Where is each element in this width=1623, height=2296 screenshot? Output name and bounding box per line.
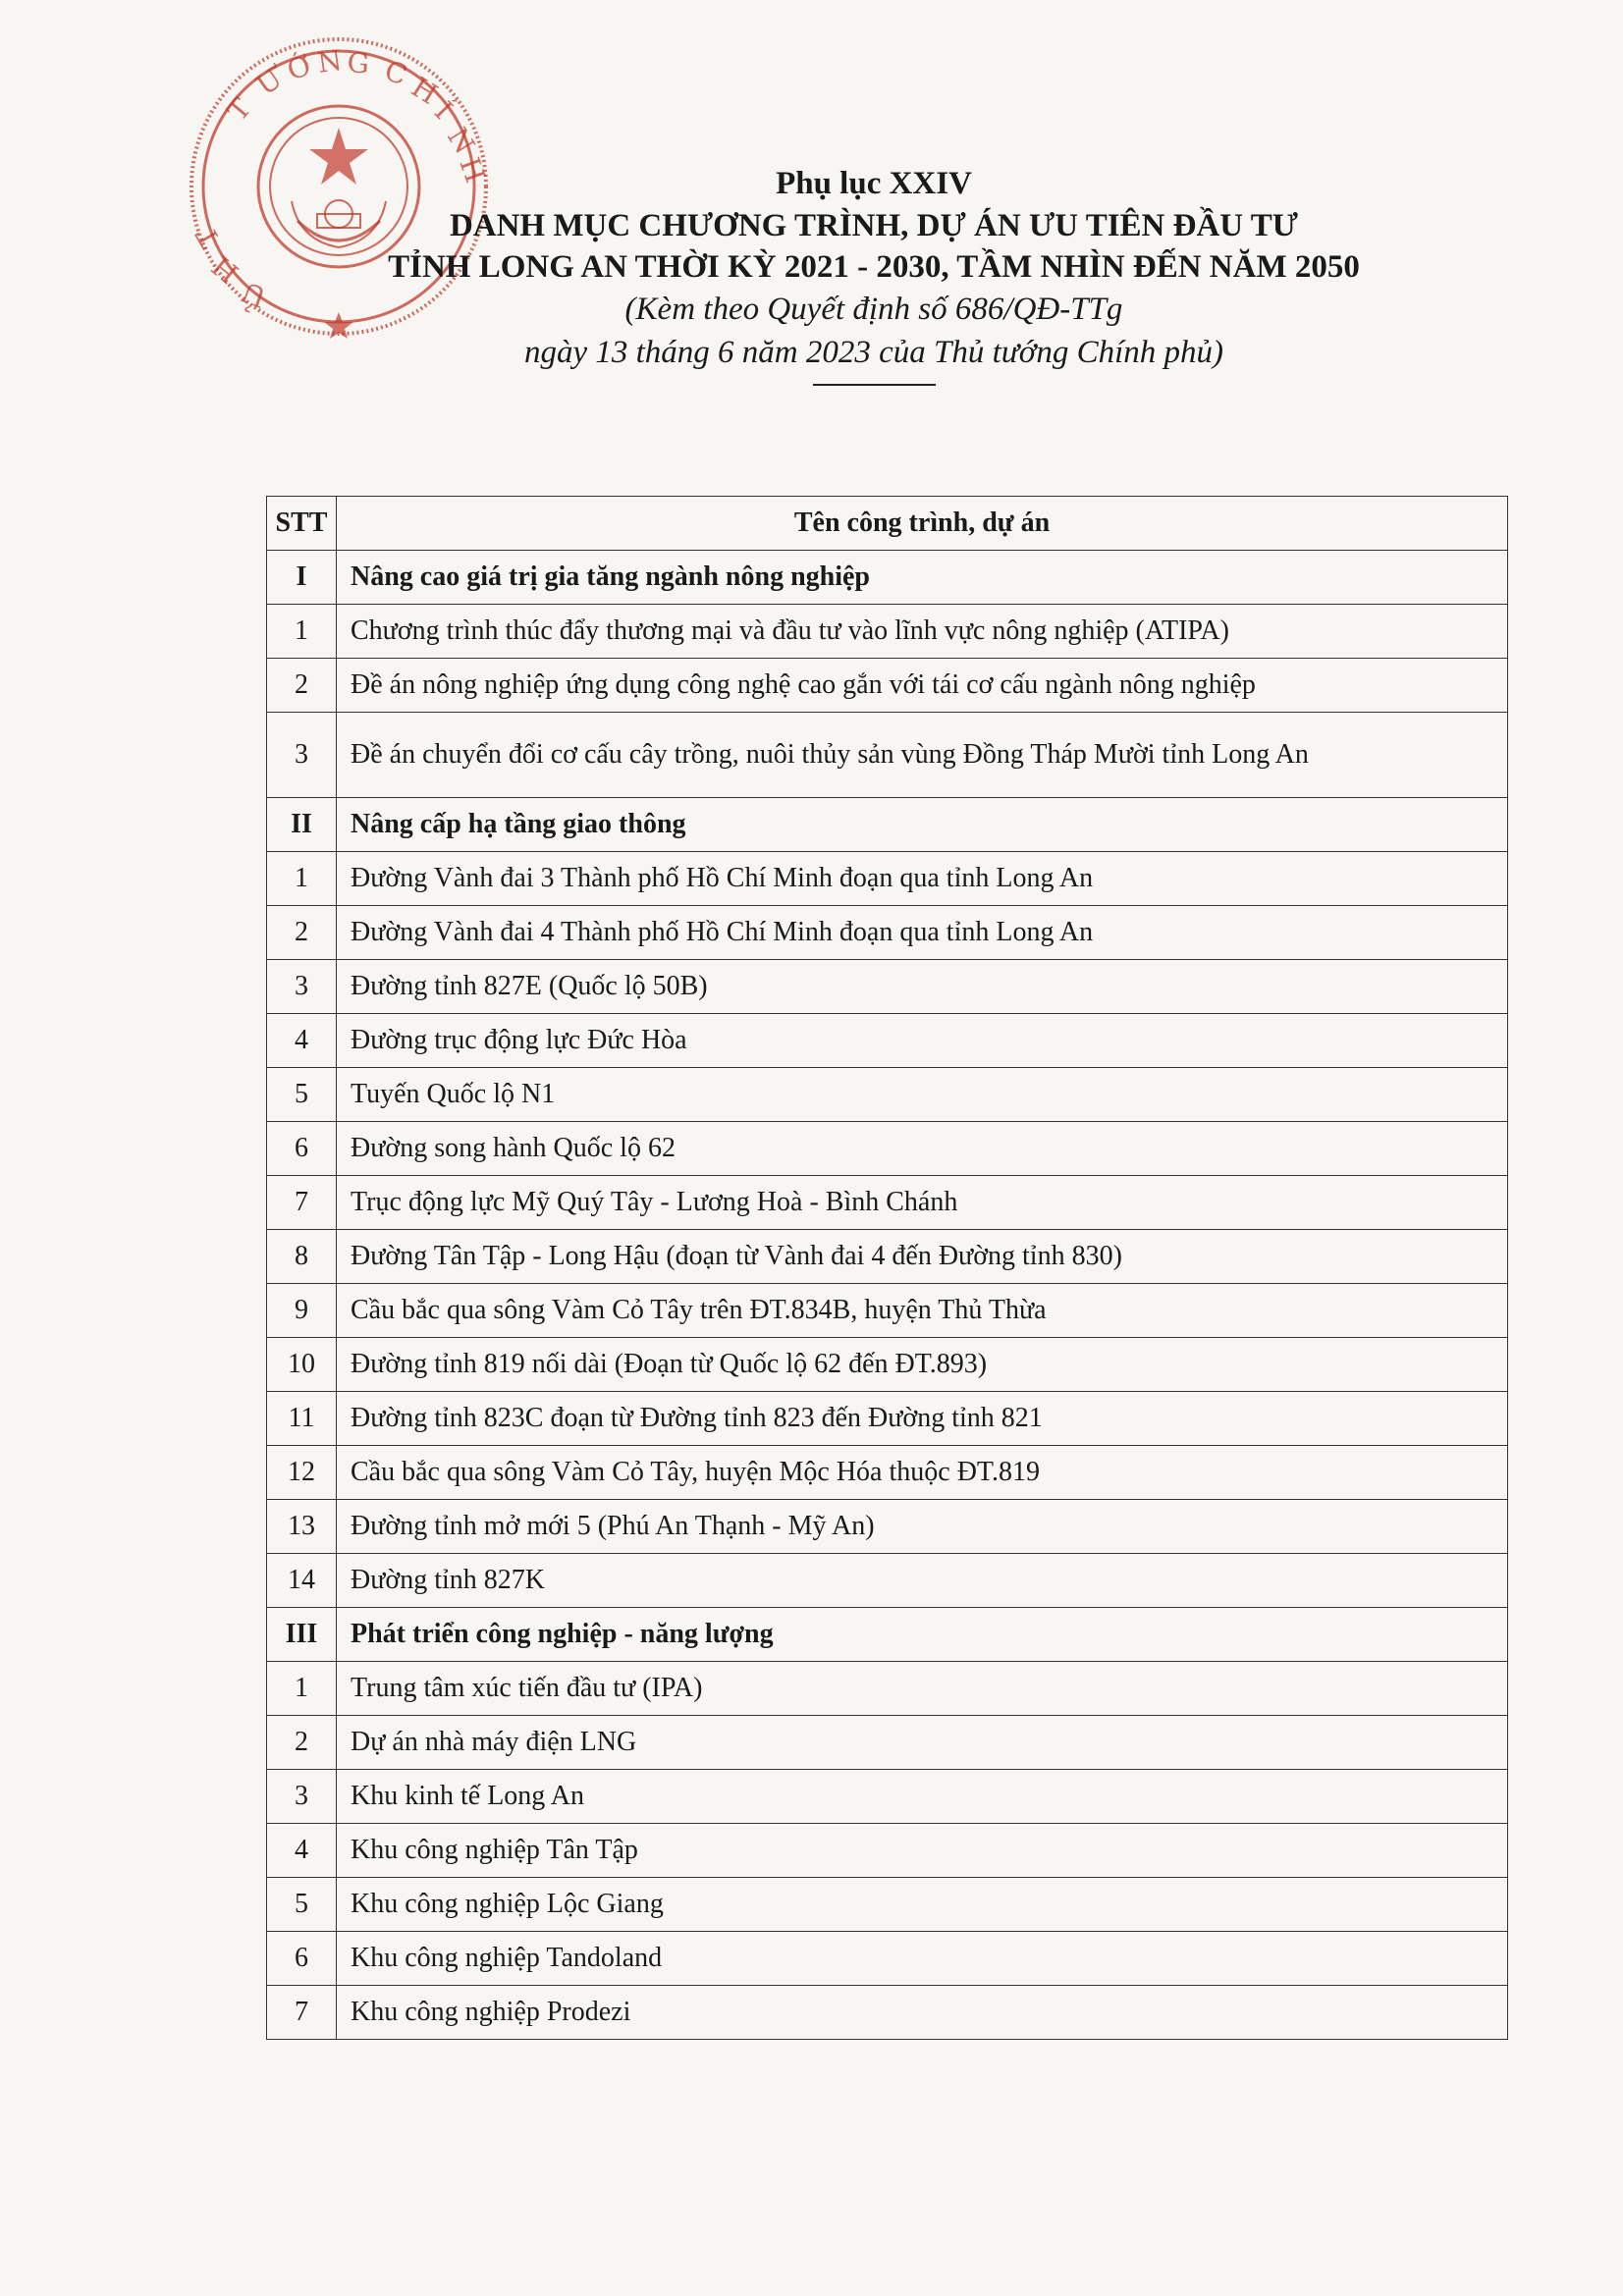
row-stt: 9 [267,1284,337,1338]
project-name: Đề án nông nghiệp ứng dụng công nghệ cao gắn với tái cơ cấu ngành nông nghiệp [337,659,1508,713]
project-name: Khu kinh tế Long An [337,1770,1508,1824]
project-name: Đường tỉnh 827K [337,1554,1508,1608]
row-stt: 6 [267,1932,337,1986]
row-stt: III [267,1608,337,1662]
table-row [267,1878,1508,1932]
table-row [267,906,1508,960]
project-name: Đề án chuyển đổi cơ cấu cây trồng, nuôi thủy sản vùng Đồng Tháp Mười tỉnh Long An [337,713,1508,798]
project-name: Đường Tân Tập - Long Hậu (đoạn từ Vành đai 4 đến Đường tỉnh 830) [337,1230,1508,1284]
table-row [267,1176,1508,1230]
table-row [267,1014,1508,1068]
table-body [267,551,1508,2040]
table-row [267,713,1508,798]
row-stt: 12 [267,1446,337,1500]
section-title: Nâng cao giá trị gia tăng ngành nông nghiệp [337,551,1508,605]
project-name: Khu công nghiệp Tân Tập [337,1824,1508,1878]
row-stt: 1 [267,605,337,659]
header-stt: STT [267,497,337,551]
table-row [267,1284,1508,1338]
table-row [267,605,1508,659]
table-row [267,1338,1508,1392]
project-name: Khu công nghiệp Prodezi [337,1986,1508,2040]
section-title: Nâng cấp hạ tầng giao thông [337,798,1508,852]
project-name: Khu công nghiệp Tandoland [337,1932,1508,1986]
row-stt: I [267,551,337,605]
table-row [267,1554,1508,1608]
row-stt: 5 [267,1068,337,1122]
row-stt: 2 [267,906,337,960]
decision-note-line-1: (Kèm theo Quyết định số 686/QĐ-TTg [624,292,1123,327]
title-line-1: DANH MỤC CHƯƠNG TRÌNH, DỰ ÁN ƯU TIÊN ĐẦU TƯ [449,208,1299,243]
project-name: Khu công nghiệp Lộc Giang [337,1878,1508,1932]
table-row [267,852,1508,906]
row-stt: 13 [267,1500,337,1554]
row-stt: II [267,798,337,852]
table-row [267,659,1508,713]
table-row [267,1986,1508,2040]
section-row [267,798,1508,852]
row-stt: 3 [267,960,337,1014]
project-name: Cầu bắc qua sông Vàm Cỏ Tây, huyện Mộc Hóa thuộc ĐT.819 [337,1446,1508,1500]
svg-text:H: H [453,153,492,187]
project-name: Chương trình thúc đẩy thương mại và đầu tư vào lĩnh vực nông nghiệp (ATIPA) [337,605,1508,659]
project-name: Tuyến Quốc lộ N1 [337,1068,1508,1122]
row-stt: 7 [267,1986,337,2040]
section-title: Phát triển công nghiệp - năng lượng [337,1608,1508,1662]
row-stt: 4 [267,1014,337,1068]
table-row [267,1824,1508,1878]
project-name: Đường song hành Quốc lộ 62 [337,1122,1508,1176]
row-stt: 8 [267,1230,337,1284]
svg-text:T: T [189,221,228,253]
svg-text:Ớ: Ớ [283,48,315,87]
section-row [267,1608,1508,1662]
svg-text:Ủ: Ủ [237,275,271,314]
appendix-label: Phụ lục XXIV [776,166,972,201]
project-name: Dự án nhà máy điện LNG [337,1716,1508,1770]
project-name: Đường tỉnh mở mới 5 (Phú An Thạnh - Mỹ An) [337,1500,1508,1554]
header-name: Tên công trình, dự án [337,497,1508,551]
heading-divider [813,384,936,386]
svg-text:Í: Í [427,94,460,126]
table-row [267,1392,1508,1446]
svg-text:C: C [380,54,411,92]
svg-text:G: G [346,46,371,80]
table-row [267,1068,1508,1122]
row-stt: 1 [267,852,337,906]
table-row [267,1716,1508,1770]
table-row [267,1500,1508,1554]
table-row [267,1122,1508,1176]
project-name: Trung tâm xúc tiến đầu tư (IPA) [337,1662,1508,1716]
svg-text:N: N [315,43,345,80]
row-stt: 11 [267,1392,337,1446]
project-name: Đường tỉnh 823C đoạn từ Đường tỉnh 823 đến Đường tỉnh 821 [337,1392,1508,1446]
svg-text:Ư: Ư [250,62,289,102]
project-name: Đường tỉnh 827E (Quốc lộ 50B) [337,960,1508,1014]
row-stt: 1 [267,1662,337,1716]
table-row [267,1446,1508,1500]
table-header-row [267,497,1508,551]
project-name: Đường Vành đai 4 Thành phố Hồ Chí Minh đoạn qua tỉnh Long An [337,906,1508,960]
project-name: Đường trục động lực Đức Hòa [337,1014,1508,1068]
title-line-2: TỈNH LONG AN THỜI KỲ 2021 - 2030, TẦM NHÌN ĐẾN NĂM 2050 [388,249,1360,285]
section-row [267,551,1508,605]
table-row [267,960,1508,1014]
svg-text:H: H [406,70,444,111]
row-stt: 7 [267,1176,337,1230]
row-stt: 3 [267,1770,337,1824]
table-row [267,1230,1508,1284]
table-row [267,1770,1508,1824]
document-heading [295,162,1453,386]
row-stt: 5 [267,1878,337,1932]
project-name: Cầu bắc qua sông Vàm Cỏ Tây trên ĐT.834B, huyện Thủ Thừa [337,1284,1508,1338]
row-stt: 2 [267,1716,337,1770]
row-stt: 3 [267,713,337,798]
svg-text:T: T [221,91,258,128]
project-name: Đường Vành đai 3 Thành phố Hồ Chí Minh đoạn qua tỉnh Long An [337,852,1508,906]
table-row [267,1662,1508,1716]
table-row [267,1932,1508,1986]
decision-note-line-2: ngày 13 tháng 6 năm 2023 của Thủ tướng Chính phủ) [523,335,1224,370]
row-stt: 10 [267,1338,337,1392]
svg-text:N: N [441,122,482,160]
row-stt: 6 [267,1122,337,1176]
project-name: Đường tỉnh 819 nối dài (Đoạn từ Quốc lộ 62 đến ĐT.893) [337,1338,1508,1392]
row-stt: 14 [267,1554,337,1608]
projects-table [266,496,1508,2040]
svg-text:H: H [205,248,245,290]
row-stt: 2 [267,659,337,713]
row-stt: 4 [267,1824,337,1878]
project-name: Trục động lực Mỹ Quý Tây - Lương Hoà - Bình Chánh [337,1176,1508,1230]
